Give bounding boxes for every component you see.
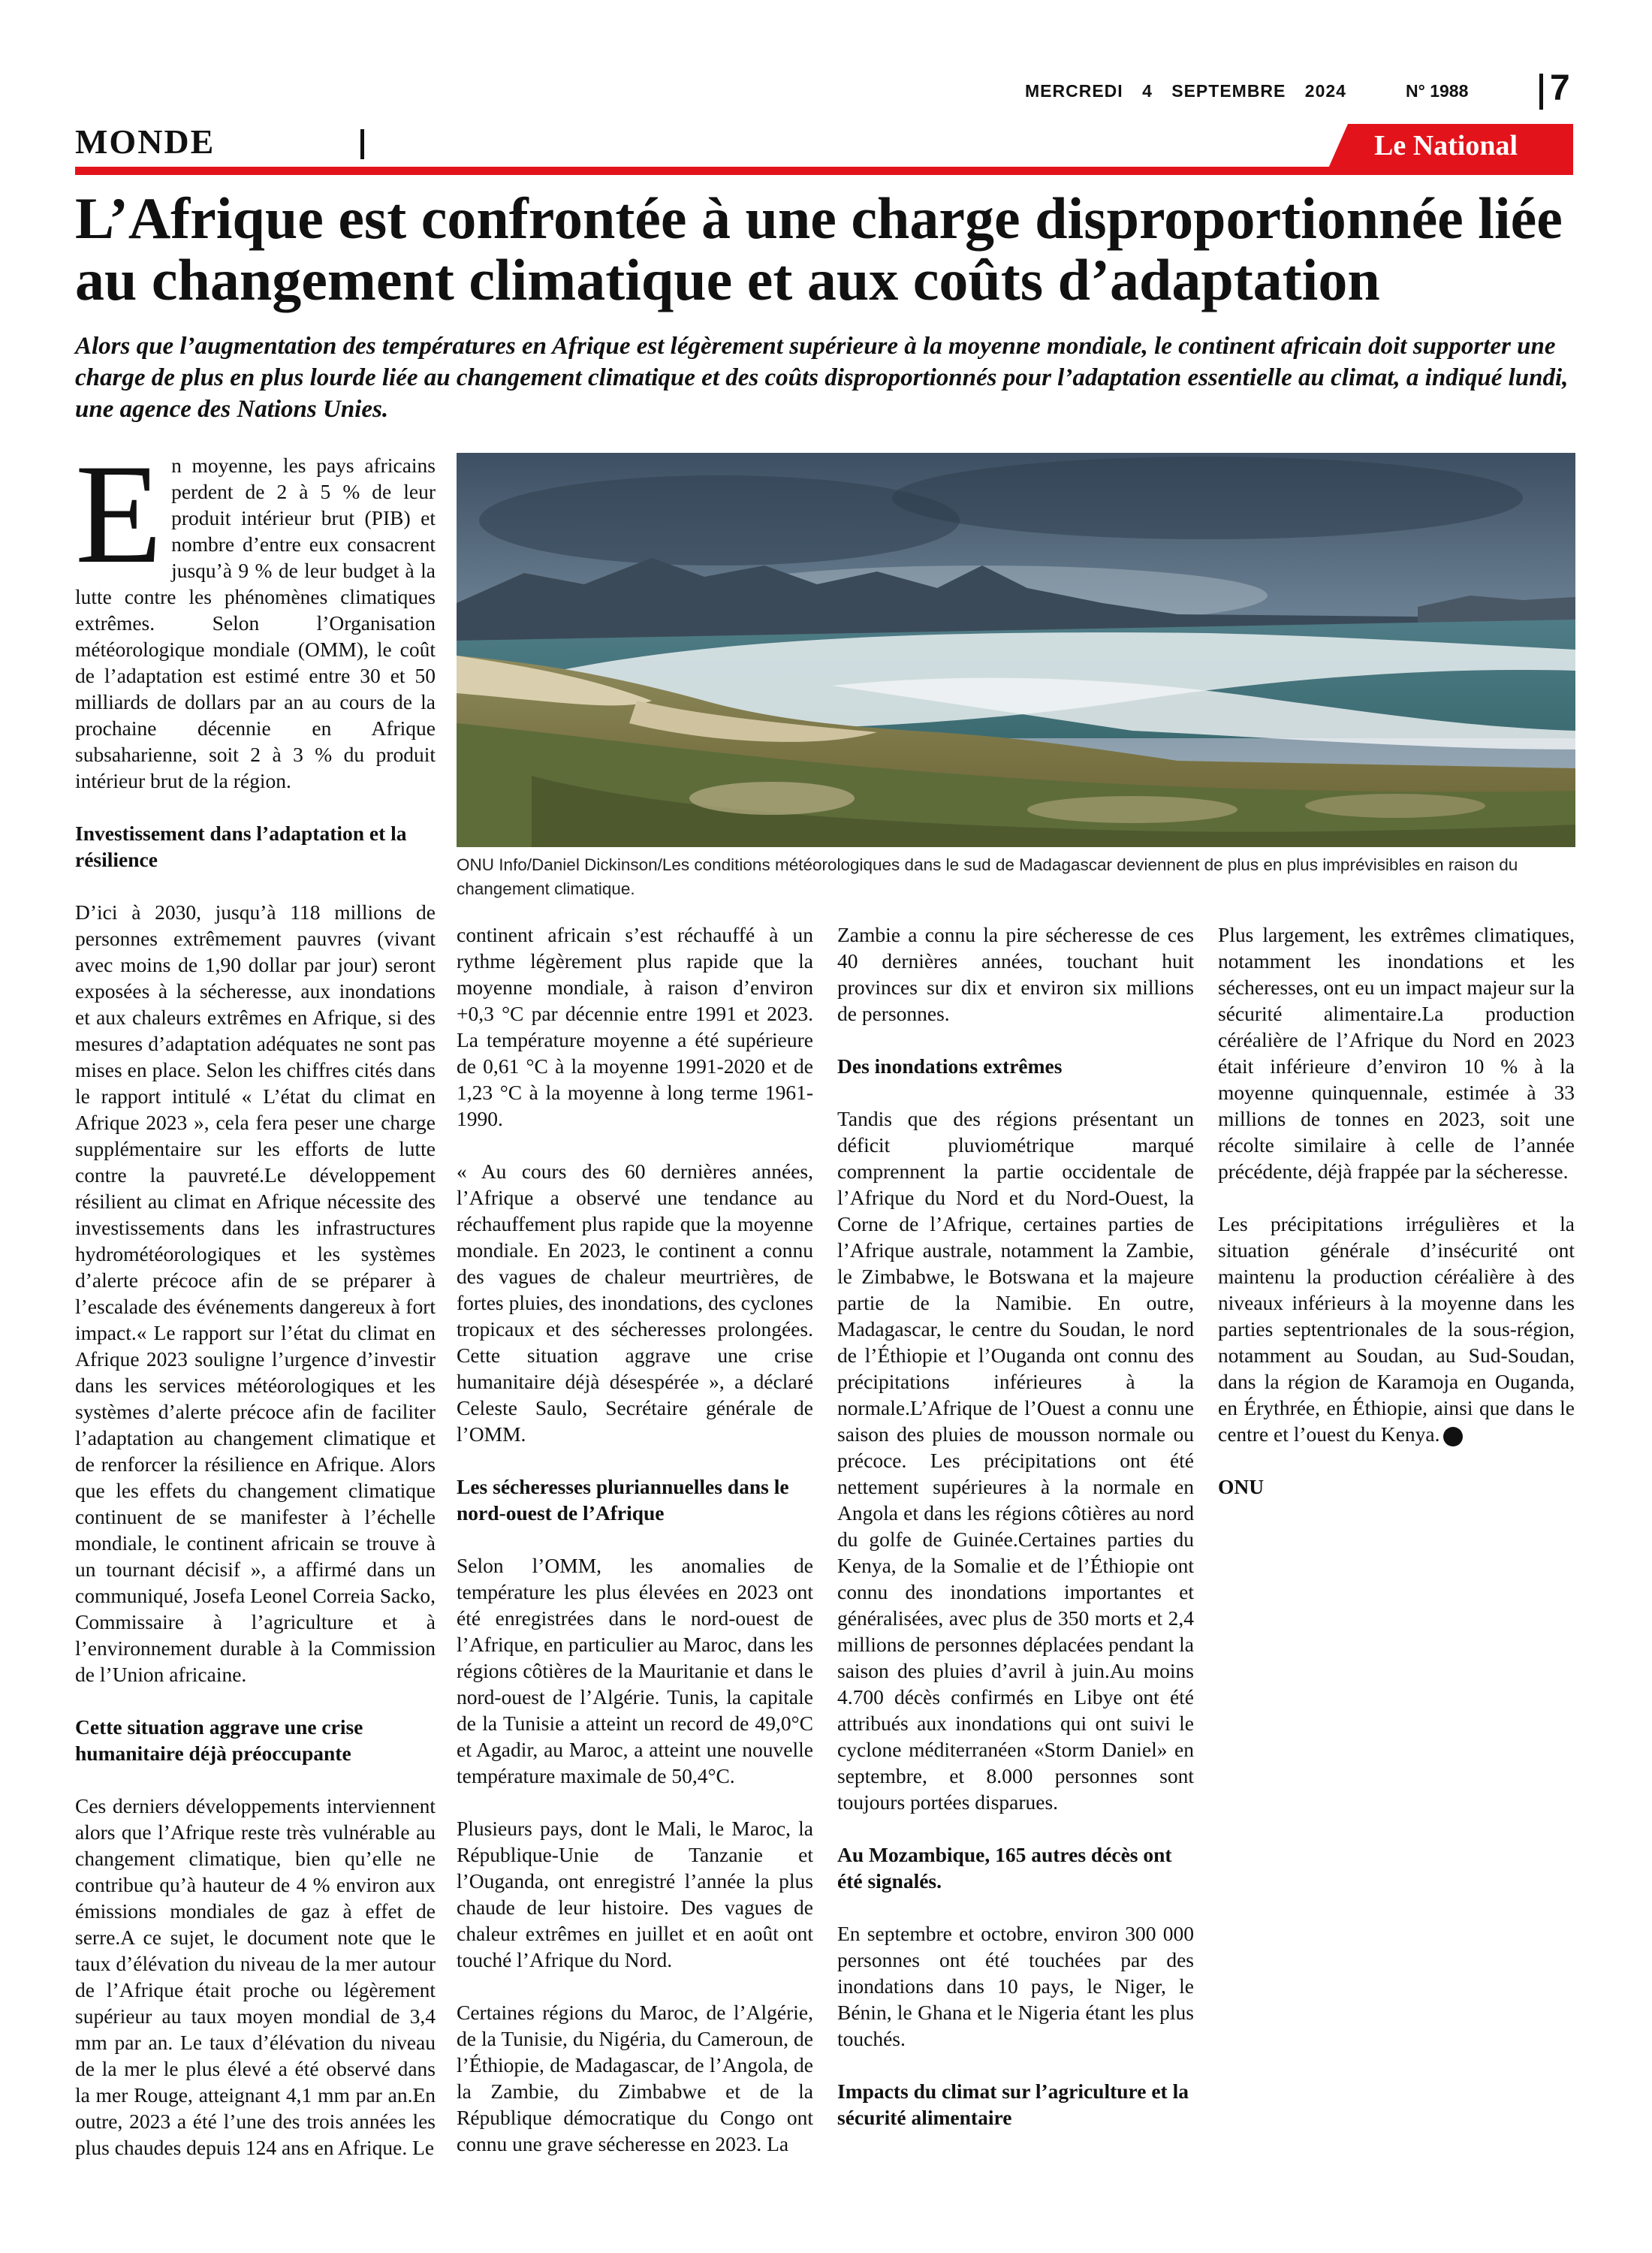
paragraph-continued: Zambie a connu la pire sécheresse de ces 40 dernières années, touchant huit provinces sur dix et environ six millions de personnes.: [837, 923, 1194, 1025]
paragraph-text: n moyenne, les pays africains perdent de 2 à 5 % de leur produit intérieur brut (PIB) et nombre d’entre eux consacrent jusqu’à 9 % de leur budget à la lutte contre les phénomènes climatiques extrêmes. Selon l’Organisation météorologique mondiale (OMM), le coût de l’adaptation est estimé entre 30 et 50 milliards de dollars par an au cours de la prochaine décennie en Afrique subsaharienne, soit 2 à 3 % du produit intérieur brut de la région.: [75, 454, 436, 792]
date-month: SEPTEMBRE: [1171, 81, 1286, 101]
paragraph: D’ici à 2030, jusqu’à 118 millions de personnes extrêmement pauvres (vivant avec moins de 1,90 dollar par jour) seront exposées à la sécheresse, aux inondations et aux chaleurs extrêmes en Afrique, si des mesures d’adaptation adéquates ne sont pas mises en place. Selon les chiffres cités dans le rapport intitulé « L’état du climat en Afrique 2023 », cela fera peser une charge supplémentaire sur les efforts de lutte contre la pauvreté.Le développement résilient au climat en Afrique nécessite des investissements dans les infrastructures hydrométéorologiques et les systèmes d’alerte précoce afin de se préparer à l’escalade des événements dangereux à fort impact.« Le rapport sur l’état du climat en Afrique 2023 souligne l’urgence d’investir dans les services météorologiques et les systèmes d’alerte précoce afin de faciliter l’adaptation au changement climatique et de renforcer la résilience en Afrique. Alors que les effets du changement climatique continuent de se manifester à l’échelle mondiale, le continent africain se trouve à un tournant décisif », a affirmé dans un communiqué, Josefa Leonel Correia Sacko, Commissaire à l’agriculture et à l’environnement durable à la Commission de l’Union africaine.: [75, 900, 436, 1686]
paragraph-continued: continent africain s’est réchauffé à un rythme légèrement plus rapide que la moyenne mondiale, à raison d’environ +0,3 °C par décennie entre 1991 et 2023. La température moyenne a été supérieure de 0,61 °C à la moyenne 1991-2020 et de 1,23 °C à la moyenne à long terme 1961-1990.: [457, 923, 813, 1130]
subheading: Les sécheresses pluriannuelles dans le nord-ouest de l’Afrique: [457, 1475, 789, 1525]
subheading: Investissement dans l’adaptation et la résilience: [75, 822, 407, 871]
paragraph: Plusieurs pays, dont le Mali, le Maroc, la République-Unie de Tanzanie et l’Ouganda, ont enregistré l’année la plus chaude de leur histoire. Des vagues de chaleur extrêmes en juillet et en août ont touché l’Afrique du Nord.: [457, 1817, 813, 1971]
column-4: [1218, 921, 1575, 1526]
paragraph: Selon l’OMM, les anomalies de température les plus élevées en 2023 ont été enregistrées dans le nord-ouest de l’Afrique, en particulier au Maroc, dans les régions côtières de la Mauritanie et dans le nord-ouest de l’Algérie. Tunis, la capitale de la Tunisie a atteint un record de 49,0°C et Agadir, au Maroc, a atteint une nouvelle température maximale de 50,4°C.: [457, 1554, 813, 1787]
date-line: [1025, 81, 1360, 101]
page-number: 7: [1550, 68, 1570, 108]
date-num: 4: [1142, 81, 1153, 101]
section-divider: [360, 129, 364, 159]
article-headline: L’Afrique est confrontée à une charge disproportionnée liée au changement climatique et aux coûts d’adaptation: [75, 185, 1563, 312]
section-title: MONDE: [75, 122, 216, 161]
issue-number: N° 1988: [1406, 81, 1469, 101]
end-of-article-icon: [1443, 1427, 1463, 1446]
paragraph: « Au cours des 60 dernières années, l’Afrique a observé une tendance au réchauffement plus rapide que la moyenne mondiale. En 2023, le continent a connu des vagues de chaleur meurtrières, de fortes pluies, des inondations, des cyclones tropicaux et des sécheresses prolongées. Cette situation aggrave une crise humanitaire déjà désespérée », a déclaré Celeste Saulo, Secrétaire générale de l’OMM.: [457, 1160, 813, 1446]
paragraph: Certaines régions du Maroc, de l’Algérie, de la Tunisie, du Nigéria, du Cameroun, de l’Éthiopie, de Madagascar, de l’Angola, de la Zambie, du Zimbabwe et de la République démocratique du Congo ont connu une grave sécheresse en 2023. La: [457, 2001, 813, 2155]
subheading: Impacts du climat sur l’agriculture et la sécurité alimentaire: [837, 2080, 1189, 2129]
subheading: Au Mozambique, 165 autres décès ont été signalés.: [837, 1843, 1172, 1893]
page-number-divider: [1539, 74, 1543, 110]
date-day: MERCREDI: [1025, 81, 1123, 101]
paragraph: Tandis que des régions présentant un déficit pluviométrique marqué comprennent la partie occidentale de l’Afrique du Nord et du Nord-Ouest, la Corne de l’Afrique, certaines parties de l’Afrique australe, notamment la Zambie, le Zimbabwe, le Botswana et la majeure partie de la Namibie. En outre, Madagascar, le centre du Soudan, le nord de l’Éthiopie et l’Ouganda ont connu des précipitations inférieures à la normale.L’Afrique de l’Ouest a connu une saison des pluies de mousson normale ou précoce. Les précipitations ont été nettement supérieures à la normale en Angola et dans les régions côtières au nord du golfe de Guinée.Certaines parties du Kenya, de la Somalie et de l’Éthiopie ont connu des inondations importantes et généralisées, avec plus de 350 morts et 2,4 millions de personnes déplacées pendant la saison des pluies d’avril à juin.Au moins 4.700 décès confirmés en Libye ont été attribués aux inondations qui ont suivi le cyclone méditerranéen «Storm Daniel» en septembre, et 8.000 personnes sont toujours portées disparues.: [837, 1107, 1194, 1814]
subheading: Cette situation aggrave une crise humanitaire déjà préoccupante: [75, 1715, 363, 1765]
author-signature: ONU: [1218, 1475, 1265, 1498]
article-photo: [457, 453, 1575, 847]
opening-paragraph: [75, 436, 436, 794]
photo-caption: ONU Info/Daniel Dickinson/Les conditions météorologiques dans le sud de Madagascar deviennent de plus en plus imprévisibles en raison du changement climatique.: [457, 855, 1518, 898]
paragraph: Ces derniers développements interviennent alors que l’Afrique reste très vulnérable au changement climatique, bien qu’elle ne contribue qu’à hauteur de 4 % environ aux émissions mondiales de gaz à effet de serre.A ce sujet, le document note que le taux d’élévation du niveau de la mer autour de l’Afrique était proche ou légèrement supérieur au taux moyen mondial de 3,4 mm par an. Le taux d’élévation du niveau de la mer le plus élevé a été observé dans la mer Rouge, atteignant 4,1 mm par an.En outre, 2023 a été l’une des trois années les plus chaudes depuis 124 ans en Afrique. Le: [75, 1794, 436, 2159]
brand-name: Le National: [1374, 130, 1518, 161]
date-year: 2024: [1304, 81, 1346, 101]
drop-cap: E: [75, 436, 163, 593]
column-2: [457, 921, 813, 2183]
paragraph: Les précipitations irrégulières et la situation générale d’insécurité ont maintenu la production céréalière à des niveaux inférieurs à la moyenne dans les parties septentrionales de la sous-région, notamment au Soudan, au Sud-Soudan, dans la région de Karamoja en Ouganda, en Érythrée, en Éthiopie, ainsi que dans le centre et l’ouest du Kenya.: [1218, 1212, 1575, 1446]
paragraph-continued: Plus largement, les extrêmes climatiques, notamment les inondations et les sécheresses, ont eu un impact majeur sur la sécurité alimentaire.La production céréalière de l’Afrique du Nord en 2023 était inférieure d’environ 10 % à la moyenne quinquennale, estimée à 33 millions de tonnes en 2023, soit une récolte similaire à celle de l’année précédente, déjà frappée par la sécheresse.: [1218, 923, 1575, 1183]
column-3: [837, 921, 1194, 2157]
subheading: Des inondations extrêmes: [837, 1054, 1063, 1078]
article-lede: Alors que l’augmentation des températures en Afrique est légèrement supérieure à la moyenne mondiale, le continent africain doit supporter une charge de plus en plus lourde liée au changement climatique et des coûts disproportionnés pour l’adaptation essentielle au climat, a indiqué lundi, une agence des Nations Unies.: [75, 333, 1569, 423]
paragraph: En septembre et octobre, environ 300 000 personnes ont été touchées par des inondations dans 10 pays, le Niger, le Bénin, le Ghana et le Nigeria étant les plus touchés.: [837, 1922, 1194, 2050]
column-1: [75, 436, 436, 2187]
